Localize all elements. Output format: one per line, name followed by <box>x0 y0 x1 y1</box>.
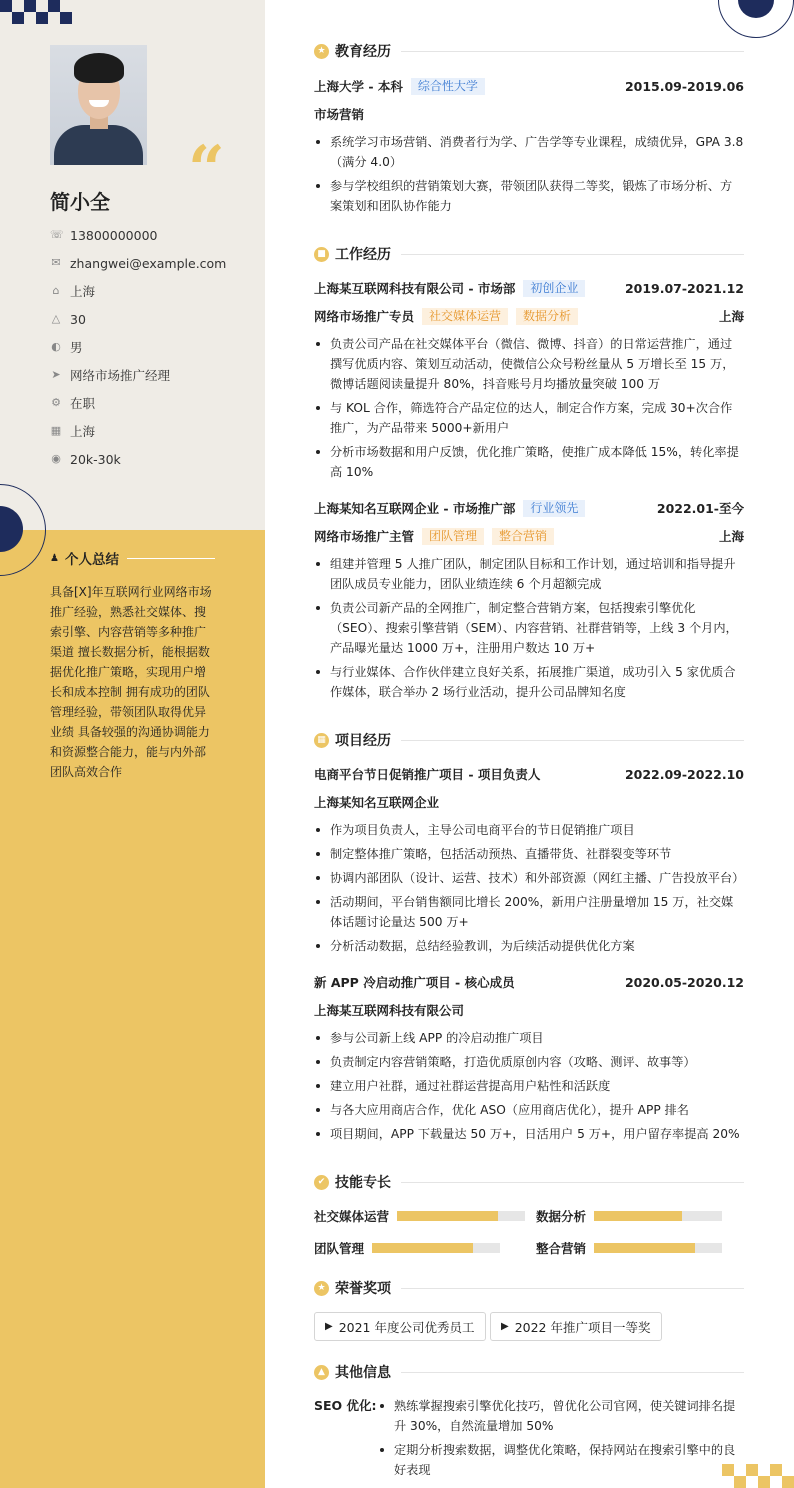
skill-item <box>314 1207 525 1225</box>
other-label: SEO 优化: <box>314 1398 377 1413</box>
play-icon: ▶ <box>501 1321 509 1332</box>
location-text: 上海 <box>70 284 96 299</box>
job-date: 2022.01-至今 <box>656 501 744 516</box>
list-item: 与行业媒体、合作伙伴建立良好关系，拓展推广渠道，成功引入 5 家优质合作媒体，联合举办 2 场行业活动，提升公司品牌知名度 <box>314 662 744 702</box>
mail-icon: ✉ <box>51 256 61 269</box>
company-tag: 初创企业 <box>523 280 585 297</box>
project-bullets <box>314 1028 744 1148</box>
skills-heading <box>314 1172 744 1192</box>
status-row <box>50 394 95 412</box>
job-bullets <box>314 334 744 486</box>
education-date: 2015.09-2019.06 <box>624 78 744 94</box>
thumbs-up-icon: ✔ <box>314 1175 329 1190</box>
person-icon: ♟ <box>50 552 59 564</box>
coin-icon: ◉ <box>51 452 61 465</box>
project-bullets <box>314 820 744 960</box>
skill-bar <box>594 1211 722 1221</box>
skill-bar <box>397 1211 525 1221</box>
email-text: zhangwei@example.com <box>70 255 227 271</box>
salary-text: 20k-30k <box>70 451 121 467</box>
job-role: 网络市场推广专员 <box>314 309 415 324</box>
project-date: 2020.05-2020.12 <box>624 974 744 990</box>
education-title: 教育经历 <box>335 44 391 60</box>
list-item: 作为项目负责人，主导公司电商平台的节日促销推广项目 <box>314 820 744 840</box>
summary-text: 具备[X]年互联网行业网络市场推广经验，熟悉社交媒体、搜索引擎、内容营销等多种推广渠道 擅长数据分析，能根据数据优化推广策略，实现用户增长和成本控制 拥有成功的团队管理经验，带领团队取得优异业绩 具备较强的沟通协调能力和资源整合能力，能与内外部团队高效合作 <box>50 585 212 779</box>
work-title: 工作经历 <box>335 247 391 263</box>
project-org: 上海某互联网科技有限公司 <box>314 1003 465 1018</box>
skill-tag: 数据分析 <box>516 308 578 325</box>
project-name: 电商平台节日促销推广项目 - 项目负责人 <box>314 767 541 782</box>
award-item <box>314 1312 486 1341</box>
other-bullets <box>378 1396 744 1484</box>
list-item: 组建并管理 5 人推广团队，制定团队目标和工作计划，通过培训和指导提升团队成员专业能力，团队业绩连续 6 个月超额完成 <box>314 554 744 594</box>
award-item <box>490 1312 662 1341</box>
summary-heading <box>50 548 215 568</box>
school-tag: 综合性大学 <box>411 78 485 95</box>
list-item: 活动期间，平台销售额同比增长 200%，新用户注册量增加 15 万，社交媒体话题讨论量达 500 万+ <box>314 892 744 932</box>
award-text: 2022 年推广项目一等奖 <box>514 1319 651 1335</box>
skill-tag: 社交媒体运营 <box>422 308 508 325</box>
skill-bar-fill <box>397 1211 498 1221</box>
role-row <box>314 307 744 325</box>
phone-row <box>50 226 157 244</box>
skill-bar-fill <box>372 1243 473 1253</box>
education-heading <box>314 41 744 61</box>
skill-bar <box>372 1243 500 1253</box>
list-item: 负责公司产品在社交媒体平台（微信、微博、抖音）的日常运营推广，通过撰写优质内容、策划互动活动，使微信公众号粉丝量从 5 万增长至 15 万，微博话题阅读量提升 80%，抖音账号月均播放量突破 100 万 <box>314 334 744 394</box>
avatar <box>50 45 147 165</box>
building-icon: ▦ <box>50 424 62 437</box>
list-item: 与各大应用商店合作，优化 ASO（应用商店优化），提升 APP 排名 <box>314 1100 744 1120</box>
role-row <box>314 527 744 545</box>
company-name: 上海某知名互联网企业 - 市场推广部 <box>314 501 516 516</box>
skills-title: 技能专长 <box>335 1175 391 1191</box>
project-row <box>314 973 744 991</box>
other-title: 其他信息 <box>335 1365 391 1381</box>
projects-heading <box>314 730 744 750</box>
list-item: 与 KOL 合作，筛选符合产品定位的达人，制定合作方案，完成 30+次合作推广，为产品带来 5000+新用户 <box>314 398 744 438</box>
skill-name: 团队管理 <box>314 1241 365 1256</box>
phone-text: 13800000000 <box>70 227 158 243</box>
skill-bar-fill <box>594 1211 682 1221</box>
profile-name: 简小全 <box>50 190 110 214</box>
list-item: 制定整体推广策略，包括活动预热、直播带货、社群裂变等环节 <box>314 844 744 864</box>
position-row <box>50 366 170 384</box>
list-item: 负责制定内容营销策略，打造优质原创内容（攻略、测评、故事等） <box>314 1052 744 1072</box>
skill-item <box>536 1207 722 1225</box>
briefcase-icon: ■ <box>314 247 329 262</box>
list-item: 负责公司新产品的全网推广，制定整合营销方案，包括搜索引擎优化（SEO）、搜索引擎营销（SEM）、内容营销、社群营销等，上线 3 个月内，产品曝光量达 1000 万+，注册用户数达 10 万+ <box>314 598 744 658</box>
skill-name: 社交媒体运营 <box>314 1209 390 1224</box>
job-row <box>314 499 744 517</box>
job-date: 2019.07-2021.12 <box>624 280 744 296</box>
major: 市场营销 <box>314 107 365 122</box>
cake-icon: △ <box>51 312 61 325</box>
email-row <box>50 254 226 272</box>
age-text: 30 <box>70 311 86 327</box>
list-item: 参与公司新上线 APP 的冷启动推广项目 <box>314 1028 744 1048</box>
project-name: 新 APP 冷启动推广项目 - 核心成员 <box>314 975 515 990</box>
work-heading <box>314 244 744 264</box>
list-item: 分析市场数据和用户反馈，优化推广策略，使推广成本降低 15%，转化率提高 10% <box>314 442 744 482</box>
projects-title: 项目经历 <box>335 733 391 749</box>
list-item: 分析活动数据，总结经验教训，为后续活动提供优化方案 <box>314 936 744 956</box>
awards-title: 荣誉奖项 <box>335 1281 391 1297</box>
job-city: 上海 <box>718 309 744 324</box>
project-date: 2022.09-2022.10 <box>624 766 744 782</box>
phone-icon: ☏ <box>50 228 64 241</box>
award-text: 2021 年度公司优秀员工 <box>338 1319 475 1335</box>
major-row <box>314 105 744 123</box>
company-name: 上海某互联网科技有限公司 - 市场部 <box>314 281 516 296</box>
list-item: 参与学校组织的营销策划大赛，带领团队获得二等奖，锻炼了市场分析、方案策划和团队协作能力 <box>314 176 744 216</box>
skill-tag: 整合营销 <box>492 528 554 545</box>
list-item: 熟练掌握搜索引擎优化技巧，曾优化公司官网，使关键词排名提升 30%，自然流量增加 50% <box>378 1396 744 1436</box>
skill-name: 整合营销 <box>536 1241 587 1256</box>
sidebar-top <box>0 0 265 530</box>
school-name: 上海大学 - 本科 <box>314 79 403 94</box>
skill-name: 数据分析 <box>536 1209 587 1224</box>
list-item: 协调内部团队（设计、运营、技术）和外部资源（网红主播、广告投放平台） <box>314 868 744 888</box>
salary-row <box>50 450 121 468</box>
summary-title: 个人总结 <box>64 552 119 568</box>
skill-item <box>314 1239 500 1257</box>
quote-icon: “ <box>188 132 225 207</box>
age-row <box>50 310 86 328</box>
skill-bar <box>594 1243 722 1253</box>
list-item: 项目期间，APP 下载量达 50 万+，日活用户 5 万+，用户留存率提高 20% <box>314 1124 744 1144</box>
project-row <box>314 765 744 783</box>
location-row <box>50 282 95 300</box>
graduation-icon: ★ <box>314 44 329 59</box>
job-row <box>314 279 744 297</box>
gender-row <box>50 338 83 356</box>
gender-icon: ◐ <box>51 340 61 353</box>
status-text: 在职 <box>70 396 96 411</box>
skill-bar-fill <box>594 1243 695 1253</box>
company-tag: 行业领先 <box>523 500 585 517</box>
gender-text: 男 <box>70 340 83 355</box>
awards-heading <box>314 1278 744 1298</box>
job-role: 网络市场推广主管 <box>314 529 415 544</box>
home-icon: ⌂ <box>52 284 60 297</box>
skill-item <box>536 1239 722 1257</box>
job-city: 上海 <box>718 529 744 544</box>
city-row <box>50 422 95 440</box>
list-item: 建立用户社群，通过社群运营提高用户粘性和活跃度 <box>314 1076 744 1096</box>
project-org: 上海某知名互联网企业 <box>314 795 440 810</box>
education-bullets <box>314 132 744 220</box>
list-item: 定期分析搜索数据，调整优化策略，保持网站在搜索引擎中的良好表现 <box>378 1440 744 1480</box>
info-icon: ▲ <box>314 1365 329 1380</box>
gear-icon: ⚙ <box>51 396 61 409</box>
position-text: 网络市场推广经理 <box>70 368 171 383</box>
send-icon: ➤ <box>51 368 61 381</box>
list-item: 系统学习市场营销、消费者行为学、广告学等专业课程，成绩优异，GPA 3.8（满分 4.0） <box>314 132 744 172</box>
project-org-row <box>314 793 744 811</box>
other-heading <box>314 1362 744 1382</box>
city-text: 上海 <box>70 424 96 439</box>
play-icon: ▶ <box>325 1321 333 1332</box>
job-bullets <box>314 554 744 706</box>
grid-icon: ▦ <box>314 733 329 748</box>
skill-tag: 团队管理 <box>422 528 484 545</box>
project-org-row <box>314 1001 744 1019</box>
education-row <box>314 77 744 95</box>
trophy-icon: ★ <box>314 1281 329 1296</box>
